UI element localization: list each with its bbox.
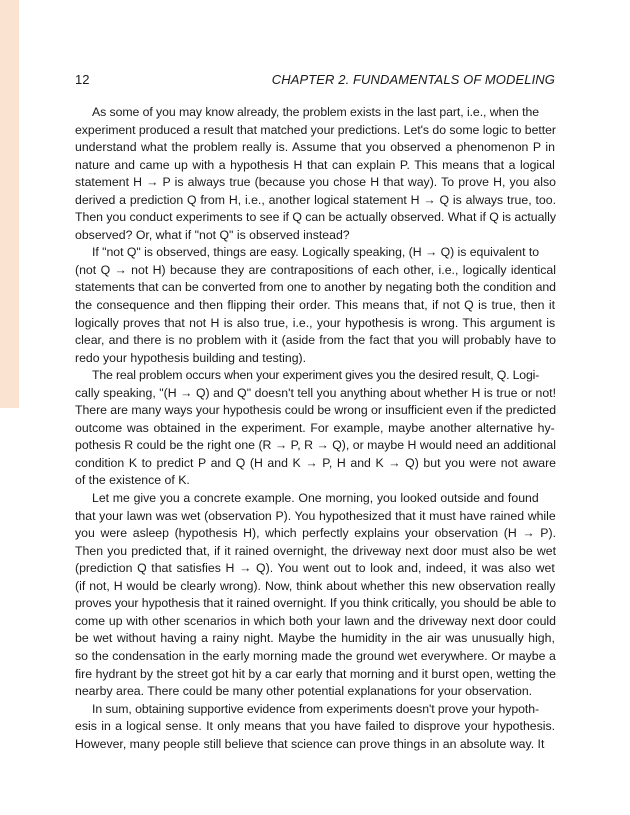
paragraph-3 [75,367,556,490]
paragraph-5 [75,701,556,754]
text-line: (prediction Q that satisfies H → Q). You went out to look and, indeed, it was also wet [75,561,555,576]
text-line: esis in a logical sense. It only means that you have failed to disprove your hypothesis. [75,719,556,734]
text-line: The real problem occurs when your experiment gives you the desired result, Q. Logi- [92,368,540,383]
text-line: Let me give you a concrete example. One morning, you looked outside and found [92,491,539,506]
page-edge-strip [0,0,19,408]
text-line: nature and came up with a hypothesis H that can explain P. This means that a logical [75,157,555,172]
text-line: There are many ways your hypothesis could be wrong or insufficient even if the predicted [75,403,556,418]
text-line: observed? Or, what if "not Q" is observed instead? [75,227,350,242]
text-line: (if not, H would be clearly wrong). Now, think about whether this new observation really [75,578,556,593]
text-line: come up with other scenarios in which both your lawn and the driveway next door could [75,613,556,628]
text-line: redo your hypothesis building and testing). [75,350,307,365]
text-line: pothesis R could be the right one (R → P, R → Q), or maybe H would need an additional [75,438,556,453]
text-line: so the condensation in the early morning made the ground wet everywhere. Or maybe a [75,648,556,663]
text-line: the consequence and then flipping their order. This means that, if not Q is true, then it [75,298,555,313]
paragraph-2 [75,244,556,367]
text-line: of the existence of K. [75,473,190,488]
text-line: However, many people still believe that science can prove things in an absolute way. It [75,736,545,751]
text-line: condition K to predict P and Q (H and K → P, H and K → Q) but you were not aware [75,455,556,470]
text-line: In sum, obtaining supportive evidence from experiments doesn't prove your hypoth- [92,701,539,716]
text-line: be wet without having a rainy night. Maybe the humidity in the air was unusually high, [75,631,555,646]
text-line: nearby area. There could be many other potential explanations for your observation. [75,684,533,699]
text-line: proves your hypothesis that it rained overnight. If you think critically, you should be able to [75,596,556,611]
text-line: clear, and there is no problem with it (aside from the fact that you will probably have to [75,333,556,348]
text-line: If "not Q" is observed, things are easy. Logically speaking, (H → Q) is equivalent to [92,245,540,260]
text-line: (not Q → not H) because they are contrapositions of each other, i.e., logically identical [75,262,556,277]
text-line: Then you conduct experiments to see if Q can be actually observed. What if Q is actually [75,210,556,225]
text-line: statements that can be converted from one to another by negating both the condition and [75,280,556,295]
paragraph-4 [75,490,556,701]
text-line: derived a prediction Q from H, i.e., another logical statement H → Q is always true, too. [75,192,556,207]
text-line: cally speaking, "(H → Q) and Q" doesn't tell you anything about whether H is true or not! [75,385,556,400]
text-line: experiment produced a result that matched your predictions. Let's do some logic to better [75,122,556,137]
text-line: Then you predicted that, if it rained overnight, the driveway next door must also be wet [75,543,556,558]
page-number: 12 [75,72,90,87]
body-text [75,104,556,753]
page-header [75,72,555,90]
text-line: understand what the problem really is. Assume that you observed a phenomenon P in [75,140,555,155]
text-line: that your lawn was wet (observation P). You hypothesized that it must have rained while [75,508,556,523]
text-line: As some of you may know already, the problem exists in the last part, i.e., when the [92,105,539,119]
text-line: fire hydrant by the street got hit by a car early that morning and it burst open, wetting the [75,666,556,681]
chapter-title: CHAPTER 2. FUNDAMENTALS OF MODELING [271,72,555,87]
text-line: outcome was obtained in the experiment. For example, maybe another alternative hy- [75,420,555,435]
text-line: you were asleep (hypothesis H), which perfectly explains your observation (H → P). [75,526,556,541]
text-line: logically proves that not H is also true, i.e., your hypothesis is wrong. This argument is [75,315,556,330]
text-line: statement H → P is always true (because you chose H that way). To prove H, you also [75,175,556,190]
paragraph-1 [75,104,556,244]
